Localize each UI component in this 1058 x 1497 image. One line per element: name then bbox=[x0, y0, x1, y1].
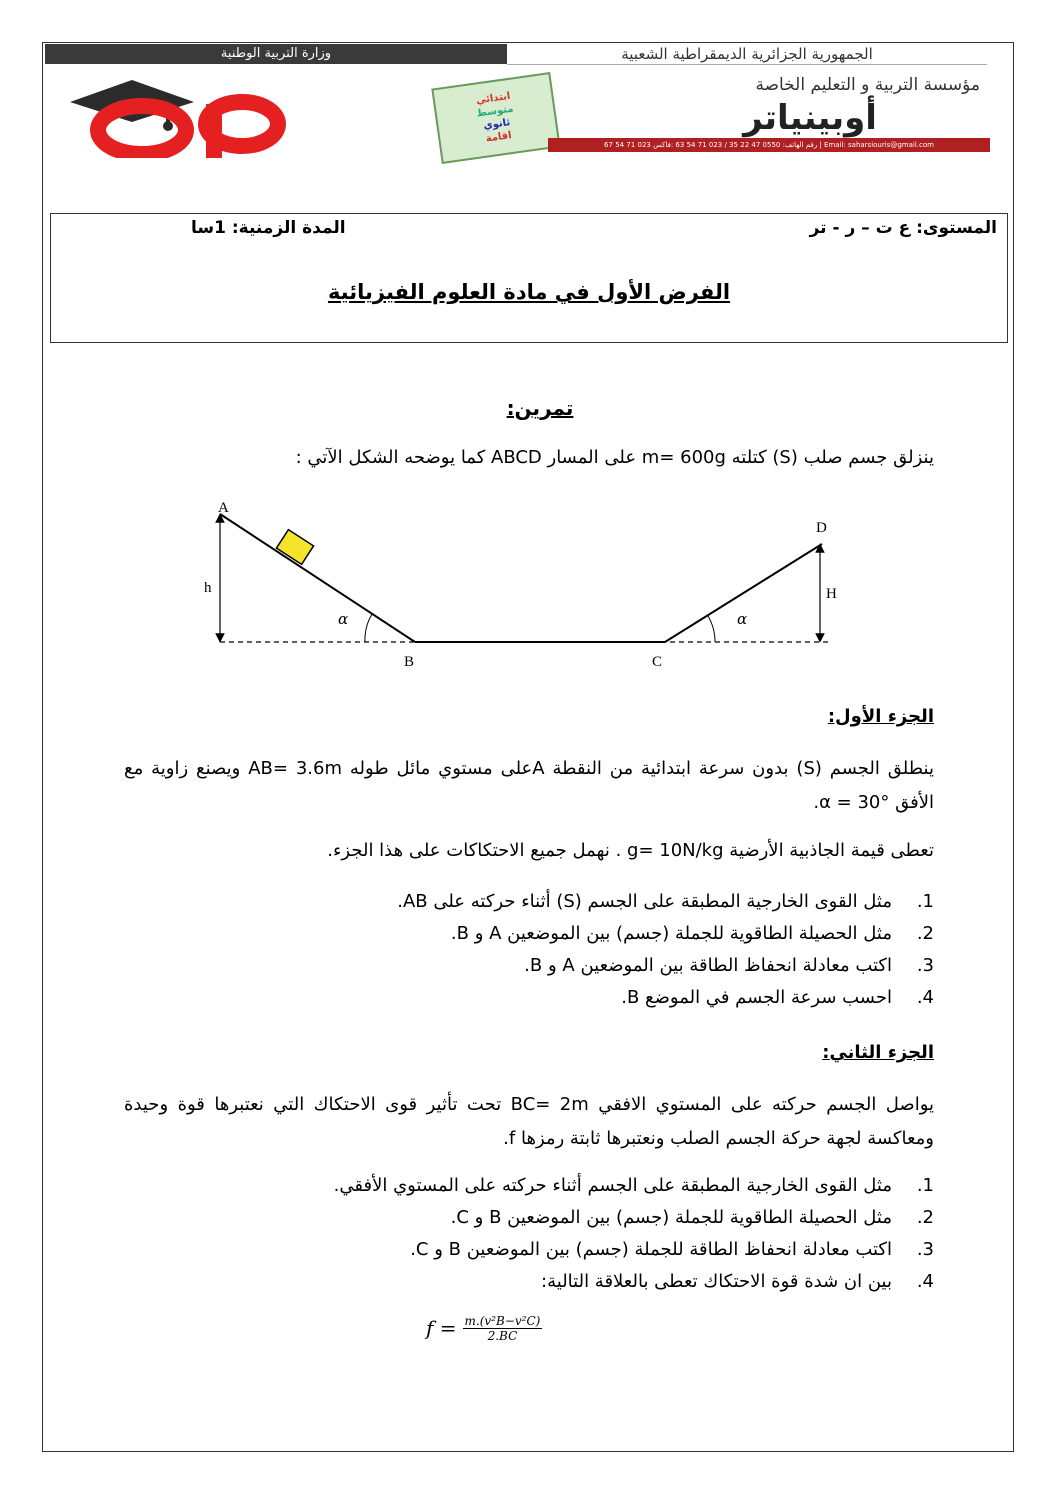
label-h: h bbox=[204, 580, 212, 596]
part2-questions bbox=[154, 1170, 934, 1298]
exam-title-text: الفرض الأول في مادة العلوم الفيزيائية bbox=[327, 280, 731, 304]
question-text: احسب سرعة الجسم في الموضع B. bbox=[621, 987, 892, 1008]
question-number: 4. bbox=[916, 1271, 934, 1292]
exercise-title: تمرين: bbox=[506, 396, 574, 420]
part1-questions bbox=[154, 886, 934, 1014]
question-number: 3. bbox=[916, 1239, 934, 1260]
duration-label: المدة الزمنية: 1سا bbox=[191, 218, 346, 238]
school-logo bbox=[62, 72, 292, 158]
question-number: 3. bbox=[916, 955, 934, 976]
question-number: 1. bbox=[916, 1175, 934, 1196]
exercise-intro: ينزلق جسم صلب (S) كتلته m= 600g على المسار ABCD كما يوضحه الشكل الآتي : bbox=[295, 447, 934, 468]
letterhead-banner bbox=[45, 44, 987, 64]
label-b: B bbox=[404, 654, 415, 670]
part1-title: الجزء الأول: bbox=[827, 706, 934, 727]
angle-arc-c bbox=[708, 616, 715, 642]
formula-numerator: m.(v²B−v²C) bbox=[464, 1313, 541, 1328]
question-item bbox=[154, 1266, 934, 1298]
part1-gravity-paragraph: تعطى قيمة الجاذبية الأرضية g= 10N/kg . نهمل جميع الاحتكاكات على هذا الجزء. bbox=[327, 840, 934, 861]
level-label: المستوى: ع ت – ر - تر bbox=[809, 218, 997, 238]
republic-name: الجمهورية الجزائرية الديمقراطية الشعبية bbox=[507, 44, 987, 65]
question-text: مثل القوى الخارجية المطبقة على الجسم (S) أثناء حركته على AB. bbox=[397, 891, 892, 912]
formula-denominator: 2.BC bbox=[487, 1328, 518, 1343]
question-item bbox=[154, 918, 934, 950]
label-alpha-b: α bbox=[338, 610, 349, 628]
question-text: مثل القوى الخارجية المطبقة على الجسم أثناء حركته على المستوي الأفقي. bbox=[333, 1175, 892, 1196]
contact-strip: رقم الهاتف: 0550 47 22 35 / 023 71 54 63 :فاكس 023 71 54 67 | Email: saharsiouris@gmail.com bbox=[548, 138, 990, 152]
formula-fraction bbox=[463, 1314, 543, 1343]
exam-title bbox=[51, 280, 1007, 304]
question-item bbox=[154, 1234, 934, 1266]
question-text: مثل الحصيلة الطاقوية للجملة (جسم) بين الموضعين B و C. bbox=[450, 1207, 892, 1228]
label-alpha-c: α bbox=[737, 610, 748, 628]
label-a: A bbox=[218, 500, 229, 516]
question-item bbox=[154, 950, 934, 982]
part1-paragraph: ينطلق الجسم (S) بدون سرعة ابتدائية من النقطة Aعلى مستوي مائل طوله AB= 3.6m ويصنع زاوية مع الأفق α = 30°. bbox=[124, 758, 934, 813]
label-d: D bbox=[816, 520, 827, 536]
question-item bbox=[154, 1202, 934, 1234]
exam-header bbox=[50, 213, 1008, 343]
incline-ab bbox=[220, 514, 415, 642]
angle-arc-b bbox=[365, 614, 372, 642]
stamp-line: ابتدائي bbox=[475, 90, 512, 107]
question-text: اكتب معادلة انحفاظ الطاقة بين الموضعين A و B. bbox=[524, 955, 892, 976]
question-text: مثل الحصيلة الطاقوية للجملة (جسم) بين الموضعين A و B. bbox=[450, 923, 892, 944]
track-diagram bbox=[190, 492, 860, 682]
stamp-line: ثانوي bbox=[482, 117, 511, 132]
question-item bbox=[154, 1170, 934, 1202]
question-number: 2. bbox=[916, 1207, 934, 1228]
stamp-line: متوسط bbox=[475, 103, 515, 120]
part2-paragraph: يواصل الجسم حركته على المستوي الافقي BC= 2m تحت تأثير قوى الاحتكاك التي نعتبرها قوة وحيدة ومعاكسة لجهة حركة الجسم الصلب ونعتبرها ثابتة رمزها f. bbox=[124, 1094, 935, 1149]
label-c: C bbox=[652, 654, 663, 670]
question-text: اكتب معادلة انحفاظ الطاقة للجملة (جسم) بين الموضعين B و C. bbox=[410, 1239, 892, 1260]
question-number: 2. bbox=[916, 923, 934, 944]
label-H: H bbox=[826, 586, 837, 602]
question-number: 1. bbox=[916, 891, 934, 912]
question-item bbox=[154, 982, 934, 1014]
ministry-name: وزارة التربية الوطنية bbox=[45, 44, 507, 64]
school-name: مؤسسة التربية و التعليم الخاصة bbox=[755, 75, 980, 95]
friction-formula bbox=[426, 1306, 566, 1350]
formula-lhs: f = bbox=[426, 1316, 457, 1340]
solid-block bbox=[276, 530, 313, 565]
part2-title: الجزء الثاني: bbox=[822, 1042, 934, 1063]
question-number: 4. bbox=[916, 987, 934, 1008]
brand-name: أوبينياتر bbox=[743, 98, 877, 138]
stamp-line: اقامة bbox=[485, 130, 513, 145]
question-item bbox=[154, 886, 934, 918]
question-text: بين ان شدة قوة الاحتكاك تعطى بالعلاقة التالية: bbox=[541, 1271, 892, 1292]
